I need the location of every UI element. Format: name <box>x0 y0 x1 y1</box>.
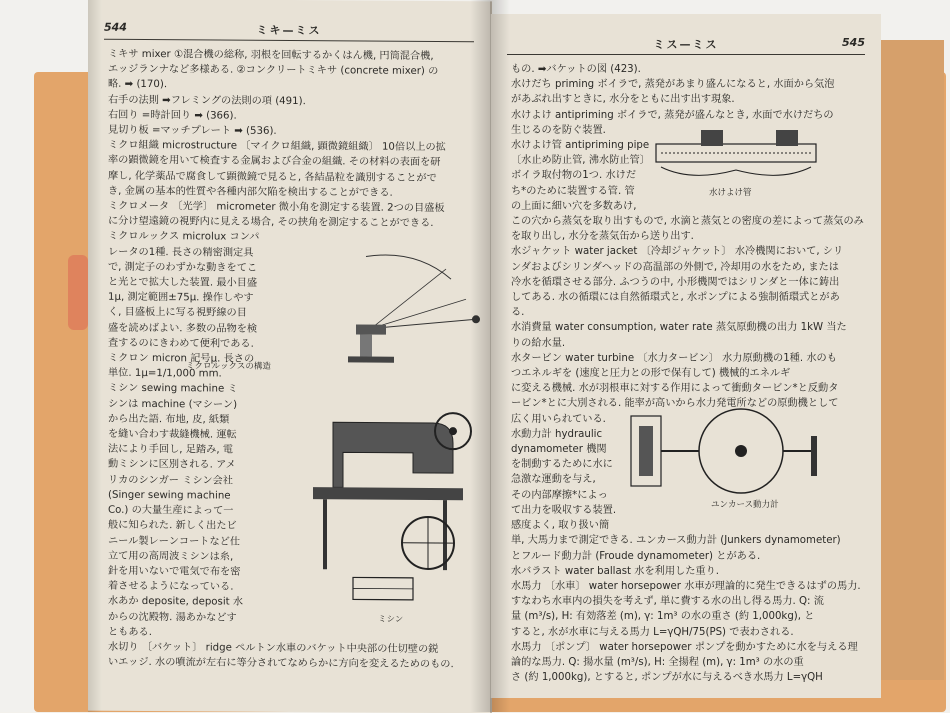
text-line: (Singer sewing machine <box>108 488 476 506</box>
text-line: ミクロメータ 〔光学〕 micrometer 微小角を測定する装置. 2つの目盛板 <box>108 199 476 217</box>
text-line: 単位. 1μ=1/1,000 mm. <box>108 366 476 384</box>
book-gutter <box>470 0 510 712</box>
left-page-header <box>104 21 474 43</box>
text-line: に変える機械. 水が羽根車に対する作用によって衝動タービン*と反動タ <box>511 381 867 396</box>
text-line: 生じるのを防ぐ装置. <box>511 123 867 138</box>
antipriming-pipe-diagram <box>651 122 821 192</box>
text-line: を取り出し, 水分を蒸気缶から送り出す. <box>511 229 867 244</box>
page-number: 545 <box>842 36 865 49</box>
text-line: 感度よく, 取り扱い簡 <box>511 518 867 533</box>
text-line: リカのシンガー ミシン会社 <box>108 472 476 490</box>
text-line: ミクロルックス microlux コンパ <box>108 229 476 247</box>
text-line: ボイラ取付物の1つ. 水けだ <box>511 168 867 183</box>
figure-caption-2: ミシン <box>378 613 403 625</box>
text-line: 論的な馬力. Q: 揚水量 (m³/s), H: 全揚程 (m), γ: 1m³ の水の重 <box>511 655 867 670</box>
text-line: 略. ➡ (170). <box>108 77 476 95</box>
text-line: 水バラスト water ballast 水を利用した重り. <box>511 564 867 579</box>
text-line: エッジランナなど多様ある. ②コンクリートミキサ (concrete mixer) の <box>108 62 476 80</box>
book-page-edges <box>880 40 944 680</box>
text-line: 着させるようになっている. <box>108 579 476 597</box>
junkers-dynamometer-diagram <box>621 396 831 506</box>
text-line: 右回り =時計回り ➡ (366). <box>108 108 476 126</box>
text-line: から出た語. 布地, 皮, 紙類 <box>108 412 476 430</box>
text-line: 冷水を循環させる部分. ふつうの中, 小形機関ではシリンダと一体に鋳出 <box>511 275 867 290</box>
text-line: いエッジ. 水の噴流が左右に等分されてなめらかに方向を変えるためのもの. <box>108 655 476 673</box>
figure-caption: ミクロルックスの構造 <box>186 359 271 372</box>
text-line: 査するのにきわめて便利である. <box>108 336 476 354</box>
text-line: に分け望遠鏡の視野内に見える場合, その挟角を測定することができる. <box>108 214 476 232</box>
text-line: 水けだち priming ボイラで, 蒸発があまり盛んになると, 水面から気泡 <box>511 77 867 92</box>
running-head: ミキ—ミス <box>104 21 474 40</box>
text-line: からの沈殿物. 湯あかなどす <box>108 609 476 627</box>
text-line: の上面に細い穴を多数あけ, <box>511 199 867 214</box>
text-line: ともある. <box>108 624 476 642</box>
text-line: 率の顕微鏡を用いて検査する金属および合金の組織. その材料の表面を研 <box>108 153 476 171</box>
text-line: があぶれ出すときに, 水分をともに出す出す現象. <box>511 92 867 107</box>
page-number: 544 <box>104 21 127 34</box>
text-line: 急激な運動を与え, <box>511 472 867 487</box>
text-line: ンダおよびシリンダヘッドの高温部の外側で, 冷却用の水をため, または <box>511 260 867 275</box>
text-line: 水タービン water turbine 〔水力タービン〕 水力原動機の1種. 水のも <box>511 351 867 366</box>
text-line: 見切り板 =マッチプレート ➡ (536). <box>108 123 476 141</box>
microlux-diagram <box>326 238 486 369</box>
text-line: 水動力計 hydraulic <box>511 427 867 442</box>
text-line: 水切り 〔バケット〕 ridge ペルトン水車のバケット中央部の仕切壁の鋭 <box>108 640 476 658</box>
red-page-marker <box>68 255 88 330</box>
text-line: ミクロン micron 記号μ. 長さの <box>108 351 476 369</box>
text-line: すなわち水車内の損失を考えず, 単に費する水の出し得る馬力. Q: 流 <box>511 594 867 609</box>
text-line: シンは machine (マシーン) <box>108 396 476 414</box>
text-line: 立て用の高周波ミシンは糸, <box>108 548 476 566</box>
text-line: き, 金属の基本的性質や各種内部欠陥を検出することができる. <box>108 184 476 202</box>
text-line: 水消費量 water consumption, water rate 蒸気原動機の出力 1kW 当た <box>511 320 867 335</box>
text-line: 水馬力 〔ポンプ〕 water horsepower ポンプを動かすために水を与える理 <box>511 640 867 655</box>
right-page-header <box>507 36 865 55</box>
text-line: 単, 大馬力まで測定できる. ユンカース動力計 (Junkers dynamometer) <box>511 533 867 548</box>
page-shadow <box>88 0 102 712</box>
figure-caption: 水けよけ管 <box>709 186 752 198</box>
text-line: で, 測定子のわずかな動きをてこ <box>108 260 476 278</box>
text-line: ミキサ mixer ①混合機の総称, 羽根を回転するかくはん機, 円筒混合機, <box>108 47 476 65</box>
text-line: 水ジャケット water jacket 〔冷却ジャケット〕 水冷機関において, シリ <box>511 244 867 259</box>
text-line: レータの1種. 長さの精密測定具 <box>108 244 476 262</box>
text-line: 〔水止め防止管, 沸水防止管〕 <box>511 153 867 168</box>
text-line: 水馬力 〔水車〕 water horsepower 水車が理論的に発生できるはずの馬力. <box>511 579 867 594</box>
text-line: 摩し, 化学薬品で腐食して顕微鏡で見ると, 各結晶粒を識別することがで <box>108 168 476 186</box>
text-line: ち*のために装置する管. 管 <box>511 184 867 199</box>
text-line: してある. 水の循環には自然循環式と, 水ポンプによる強制循環式とがあ <box>511 290 867 305</box>
text-line: 動ミシンに区別される. アメ <box>108 457 476 475</box>
text-line: すると, 水が水車に与える馬力 L=γQH/75(PS) で表わされる. <box>511 625 867 640</box>
text-line: ービン*とに大別される. 能率が高いから水力発電所などの原動機として <box>511 396 867 411</box>
left-page <box>88 0 492 713</box>
text-line: とフルード動力計 (Froude dynamometer) とがある. <box>511 549 867 564</box>
text-line: りの給水量. <box>511 336 867 351</box>
text-line: を縫い合わす裁縫機械. 運転 <box>108 427 476 445</box>
text-line: もの. ➡バケットの図 (423). <box>511 62 867 77</box>
text-line: 水あか deposite, deposit 水 <box>108 594 476 612</box>
text-line: この穴から蒸気を取り出すもので, 水滴と蒸気との密度の差によって蒸気のみ <box>511 214 867 229</box>
text-line: て出力を吸収する装置. <box>511 503 867 518</box>
text-line: 盛を読めばよい. 多数の品物を検 <box>108 320 476 338</box>
text-line: 右手の法則 ➡フレミングの法則の項 (491). <box>108 92 476 110</box>
running-head: ミス—ミス <box>507 36 865 52</box>
text-line: 量 (m³/s), H: 有効落差 (m), γ: 1m³ の水の重さ (約 1,000kg), と <box>511 609 867 624</box>
right-page <box>490 14 881 698</box>
text-line: る. <box>511 305 867 320</box>
text-line: 広く用いられている. <box>511 412 867 427</box>
sewing-machine-illustration <box>303 392 488 608</box>
text-line: 1μ, 測定範囲±75μ. 操作しやす <box>108 290 476 308</box>
text-line: と光とで拡大した装置. 最小目盛 <box>108 275 476 293</box>
text-line: さ (約 1,000kg), とすると, ポンプが水に与えるべき水馬力 L=γQH <box>511 670 867 685</box>
text-line: 水けよけ antipriming ボイラで, 蒸発が盛んなとき, 水面で水けだちの <box>511 108 867 123</box>
text-line: 法により手回し, 足踏み, 電 <box>108 442 476 460</box>
text-line: Co.) の大量生産によって一 <box>108 503 476 521</box>
text-line: 水けよけ管 antipriming pipe <box>511 138 867 153</box>
text-line: 針を用いないで電気で布を密 <box>108 564 476 582</box>
text-line: ミシン sewing machine ミ <box>108 381 476 399</box>
text-line: 般に知られた. 新しく出たビ <box>108 518 476 536</box>
figure-caption-2: ユンカース動力計 <box>711 498 779 510</box>
text-line: く, 目盛板上に写る視野線の目 <box>108 305 476 323</box>
text-line: つエネルギを (速度と圧力との形で保有して) 機械的エネルギ <box>511 366 867 381</box>
text-line: ミクロ組織 microstructure 〔マイクロ組織, 顕微鏡組織〕 10倍以上の拡 <box>108 138 476 156</box>
text-line: を制動するために水に <box>511 457 867 472</box>
text-line: ニール製レーンコートなど仕 <box>108 533 476 551</box>
text-line: その内部摩擦*によっ <box>511 488 867 503</box>
text-line: dynamometer 機関 <box>511 442 867 457</box>
